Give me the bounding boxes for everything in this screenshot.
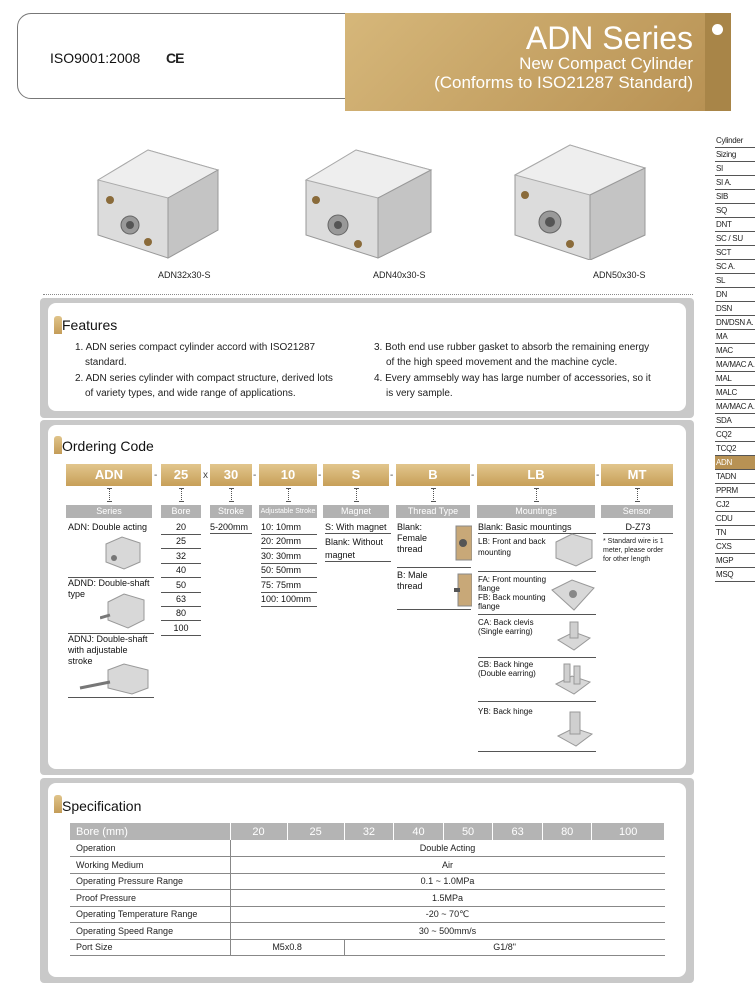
spec-row xyxy=(70,906,665,923)
code-connector xyxy=(536,488,537,502)
spec-bore-value: 80 xyxy=(542,823,592,840)
features-title: Features xyxy=(62,317,118,333)
spec-bore-value: 20 xyxy=(230,823,287,840)
cylinder-caption: ADN40x30-S xyxy=(373,270,426,280)
sensor-option: D-Z73 xyxy=(603,522,673,534)
code-connector xyxy=(637,488,638,502)
adj-stroke-option: 75: 75mm xyxy=(261,580,317,593)
sidebar-item[interactable]: DSN xyxy=(715,302,755,316)
code-thread: B xyxy=(396,464,470,486)
sidebar-item[interactable]: MSQ xyxy=(715,568,755,582)
code-bore: 25 xyxy=(161,464,201,486)
code-separator: - xyxy=(390,470,394,481)
bore-option: 25 xyxy=(161,536,201,549)
sidebar-item[interactable]: SCT xyxy=(715,246,755,260)
spec-label: Operating Speed Range xyxy=(70,923,230,940)
code-connector xyxy=(109,488,110,502)
feature-item: 4. Every ammsebly way has large number of accessories, so it xyxy=(374,373,651,384)
adj-stroke-option: 20: 20mm xyxy=(261,536,317,549)
thread-option: B: Male thread xyxy=(397,570,471,610)
code-magnet: S xyxy=(323,464,389,486)
head-stroke: Stroke xyxy=(210,505,252,518)
sidebar-item[interactable]: SI xyxy=(715,162,755,176)
spec-port-large: G1/8" xyxy=(344,939,664,956)
head-magnet: Magnet xyxy=(323,505,389,518)
spec-value: 1.5MPa xyxy=(230,890,665,907)
sidebar-item[interactable]: SQ xyxy=(715,204,755,218)
cylinder-photo-40 xyxy=(296,140,436,260)
ordering-title: Ordering Code xyxy=(62,438,154,454)
cylinder-thumb xyxy=(100,590,148,630)
head-sensor: Sensor xyxy=(601,505,673,518)
cylinder-caption: ADN32x30-S xyxy=(158,270,211,280)
head-bore: Bore xyxy=(161,505,201,518)
sidebar-item[interactable]: MA/MAC A. xyxy=(715,400,755,414)
sidebar-item[interactable]: SL xyxy=(715,274,755,288)
spec-label: Operating Temperature Range xyxy=(70,906,230,923)
bore-option: 32 xyxy=(161,551,201,564)
divider xyxy=(43,294,693,295)
code-series: ADN xyxy=(66,464,152,486)
adj-stroke-option: 100: 100mm xyxy=(261,594,317,607)
sidebar-item[interactable]: MAL xyxy=(715,372,755,386)
spec-row xyxy=(70,873,665,890)
sidebar-item[interactable]: CJ2 xyxy=(715,498,755,512)
head-thread: Thread Type xyxy=(396,505,470,518)
code-separator: x xyxy=(203,470,208,481)
feature-item: 3. Both end use rubber gasket to absorb the remaining energy xyxy=(374,342,650,353)
bore-option: 80 xyxy=(161,608,201,621)
adj-stroke-option: 30: 30mm xyxy=(261,551,317,564)
cylinder-photo-50 xyxy=(505,140,650,260)
bore-option: 63 xyxy=(161,594,201,607)
hinge-mount-icon xyxy=(552,662,594,700)
back-hinge-icon xyxy=(556,710,596,750)
code-stroke: 30 xyxy=(210,464,252,486)
sidebar-item[interactable]: MA xyxy=(715,330,755,344)
sidebar-item[interactable]: Cylinder xyxy=(715,134,755,148)
feature-item: standard. xyxy=(85,357,127,368)
adj-stroke-option: 10: 10mm xyxy=(261,522,317,535)
sidebar-item[interactable]: MALC xyxy=(715,386,755,400)
spec-value: -20 ~ 70℃ xyxy=(230,906,665,923)
code-connector xyxy=(231,488,232,502)
head-adj-stroke: Adjustable Stroke xyxy=(259,505,317,518)
feature-item: 2. ADN series cylinder with compact structure, derived lots xyxy=(75,373,333,384)
sidebar-item[interactable]: CDU xyxy=(715,512,755,526)
section-tab-icon xyxy=(54,316,62,334)
sidebar-item[interactable]: CXS xyxy=(715,540,755,554)
sidebar-item[interactable]: Sizing xyxy=(715,148,755,162)
section-tab-icon xyxy=(54,436,62,454)
sidebar-item[interactable]: SI A. xyxy=(715,176,755,190)
code-separator: - xyxy=(596,470,600,481)
cylinder-caption: ADN50x30-S xyxy=(593,270,646,280)
code-sensor: MT xyxy=(601,464,673,486)
spec-title: Specification xyxy=(62,798,142,814)
code-separator: - xyxy=(318,470,322,481)
bore-option: 40 xyxy=(161,565,201,578)
bore-option: 100 xyxy=(161,623,201,636)
sidebar-item[interactable]: PPRM xyxy=(715,484,755,498)
code-mounting: LB xyxy=(477,464,595,486)
code-separator: - xyxy=(154,470,158,481)
sidebar-item[interactable]: ADN xyxy=(715,456,755,470)
cylinder-photo-32 xyxy=(88,140,228,260)
spec-body xyxy=(70,840,665,956)
series-title: ADN Series xyxy=(525,20,693,56)
spec-value: 30 ~ 500mm/s xyxy=(230,923,665,940)
sidebar-item[interactable]: CQ2 xyxy=(715,428,755,442)
mounting-option: FA: Front mounting flange FB: Back mounting flange xyxy=(478,575,596,615)
spec-bore-value: 25 xyxy=(287,823,344,840)
sidebar-item[interactable]: MAC xyxy=(715,344,755,358)
clevis-mount-icon xyxy=(554,620,594,656)
code-connector xyxy=(181,488,182,502)
spec-bore-label: Bore (mm) xyxy=(70,823,230,840)
thread-thumb xyxy=(454,524,472,562)
sidebar-item[interactable]: MGP xyxy=(715,554,755,568)
stroke-option: 5-200mm xyxy=(210,522,252,534)
code-separator: - xyxy=(253,470,257,481)
mounting-option: LB: Front and back mounting xyxy=(478,536,596,572)
series-option: ADN: Double acting xyxy=(68,522,154,578)
sidebar-item[interactable]: TN xyxy=(715,526,755,540)
spec-row xyxy=(70,890,665,907)
code-adj-stroke: 10 xyxy=(259,464,317,486)
mounting-option: CA: Back clevis (Single earring) xyxy=(478,618,596,658)
spec-header-row xyxy=(70,823,665,840)
spec-bore-value: 50 xyxy=(443,823,493,840)
spec-label: Operating Pressure Range xyxy=(70,873,230,890)
mounting-option: CB: Back hinge (Double earring) xyxy=(478,660,596,702)
banner-tab xyxy=(705,13,731,111)
series-option: ADNJ: Double-shaft with adjustable stroke xyxy=(68,634,154,698)
sidebar-item[interactable]: TADN xyxy=(715,470,755,484)
head-series: Series xyxy=(66,505,152,518)
magnet-option: Blank: Without magnet xyxy=(325,536,391,562)
sidebar-item[interactable]: MA/MAC A. xyxy=(715,358,755,372)
feature-item: of variety types, and wide range of applications. xyxy=(85,388,296,399)
sidebar-item[interactable]: DN/DSN A. xyxy=(715,316,755,330)
series-sidebar xyxy=(715,134,755,582)
spec-table xyxy=(70,823,665,956)
head-mounting: Mountings xyxy=(477,505,595,518)
spec-value: Air xyxy=(230,857,665,874)
spec-label: Proof Pressure xyxy=(70,890,230,907)
bore-option: 50 xyxy=(161,580,201,593)
iso-certification: ISO9001:2008 xyxy=(50,50,141,66)
bore-option: 20 xyxy=(161,522,201,535)
sensor-note: * Standard wire is 1 meter, please order for other length xyxy=(603,538,664,563)
code-connector xyxy=(356,488,357,502)
code-connector xyxy=(433,488,434,502)
spec-bore-value: 63 xyxy=(493,823,543,840)
adj-stroke-option: 50: 50mm xyxy=(261,565,317,578)
mounting-option: YB: Back hinge xyxy=(478,706,596,752)
thread-thumb xyxy=(454,572,472,608)
series-option: ADND: Double-shaft type xyxy=(68,578,154,634)
spec-row xyxy=(70,857,665,874)
series-standard: (Conforms to ISO21287 Standard) xyxy=(434,73,693,92)
cylinder-thumb xyxy=(100,534,144,570)
spec-row xyxy=(70,840,665,857)
spec-label: Port Size xyxy=(70,939,230,956)
mounting-option: Blank: Basic mountings xyxy=(478,522,596,534)
sidebar-item[interactable]: TCQ2 xyxy=(715,442,755,456)
spec-row xyxy=(70,923,665,940)
spec-value: 0.1 ~ 1.0MPa xyxy=(230,873,665,890)
cylinder-thumb xyxy=(78,662,152,696)
foot-mount-icon xyxy=(552,532,596,570)
spec-bore-value: 100 xyxy=(592,823,665,840)
magnet-option: S: With magnet xyxy=(325,522,391,534)
feature-item: is very sample. xyxy=(386,388,453,399)
sidebar-item[interactable]: SDA xyxy=(715,414,755,428)
sidebar-item[interactable]: DN xyxy=(715,288,755,302)
sidebar-item[interactable]: SC A. xyxy=(715,260,755,274)
section-tab-icon xyxy=(54,795,62,813)
flange-mount-icon xyxy=(550,576,596,614)
spec-row xyxy=(70,939,665,956)
spec-bore-value: 40 xyxy=(394,823,444,840)
feature-item: 1. ADN series compact cylinder accord with ISO21287 xyxy=(75,342,316,353)
ce-mark: CE xyxy=(166,50,184,66)
series-banner xyxy=(345,13,705,111)
feature-item: of the high speed movement and the machine cycle. xyxy=(386,357,618,368)
sidebar-item[interactable]: SC / SU xyxy=(715,232,755,246)
spec-label: Operation xyxy=(70,840,230,857)
spec-label: Working Medium xyxy=(70,857,230,874)
sidebar-item[interactable]: SIB xyxy=(715,190,755,204)
spec-value: Double Acting xyxy=(230,840,665,857)
code-separator: - xyxy=(471,470,475,481)
series-subtitle: New Compact Cylinder xyxy=(519,54,693,73)
code-connector xyxy=(288,488,289,502)
sidebar-item[interactable]: DNT xyxy=(715,218,755,232)
spec-bore-value: 32 xyxy=(344,823,394,840)
thread-option: Blank: Female thread xyxy=(397,522,471,568)
spec-port-small: M5x0.8 xyxy=(230,939,344,956)
